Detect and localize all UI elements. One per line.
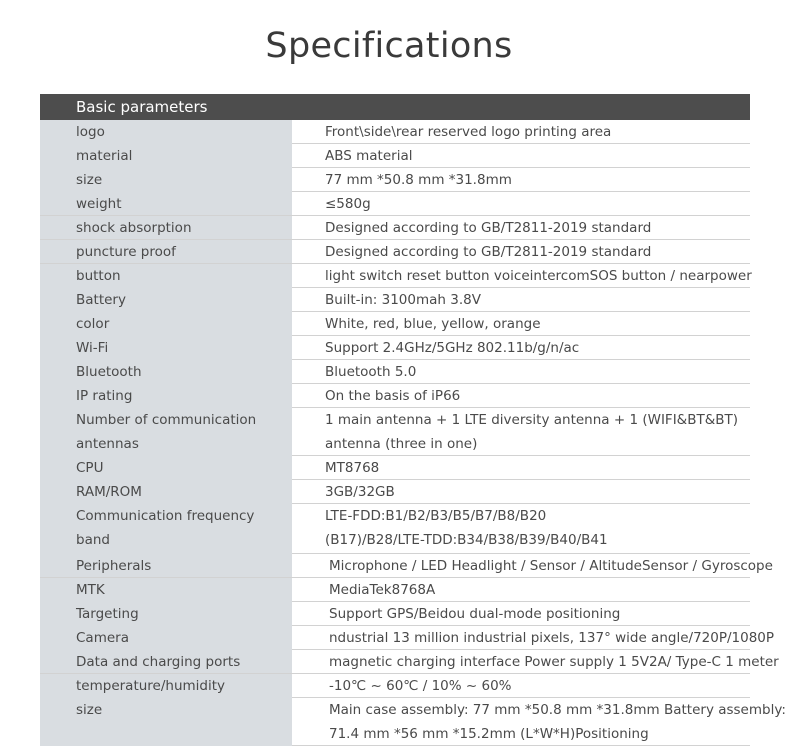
table-header: Basic parameters [40, 94, 750, 120]
table-row [40, 168, 750, 192]
row-value-text: -10℃ ~ 60℃ / 10% ~ 60% [329, 678, 512, 694]
row-value [292, 168, 750, 192]
row-value [292, 554, 773, 578]
row-label [40, 602, 292, 626]
row-label [40, 650, 292, 674]
row-value-text: White, red, blue, yellow, orange [325, 316, 541, 332]
row-label [40, 264, 292, 288]
row-value [292, 602, 750, 626]
row-label-text: Number of communication [76, 412, 257, 428]
row-value [292, 384, 750, 408]
row-label-text: Wi-Fi [76, 340, 109, 356]
row-value-text: (B17)/B28/LTE-TDD:B34/B38/B39/B40/B41 [325, 532, 608, 548]
row-value-text: magnetic charging interface Power supply 1 5V2A/ Type-C 1 meter [329, 654, 779, 670]
row-label [40, 578, 292, 602]
row-value-text: ≤580g [325, 196, 371, 212]
row-label-text: Camera [76, 630, 129, 646]
row-label-text: shock absorption [76, 220, 192, 236]
row-label-text: Data and charging ports [76, 654, 241, 670]
table-row [40, 120, 750, 144]
row-label-text: color [76, 316, 110, 332]
table-row [40, 602, 750, 626]
row-label [40, 192, 292, 216]
row-value [292, 120, 750, 144]
row-divider [292, 745, 750, 746]
row-value [292, 240, 750, 264]
table-row [40, 288, 750, 312]
row-label [40, 240, 292, 264]
row-value-text: 77 mm *50.8 mm *31.8mm [325, 172, 512, 188]
row-value [292, 336, 750, 360]
row-label [40, 312, 292, 336]
row-value [292, 626, 775, 650]
table-row [40, 650, 779, 674]
row-label [40, 480, 292, 504]
table-row [40, 144, 750, 168]
table-row [40, 698, 786, 746]
row-value [292, 650, 779, 674]
row-label-text: Battery [76, 292, 126, 308]
row-value [292, 312, 750, 336]
row-value [292, 674, 750, 698]
row-value-text: On the basis of iP66 [325, 388, 461, 404]
row-value-text: Microphone / LED Headlight / Sensor / AltitudeSensor / Gyroscope [329, 558, 773, 574]
row-value [292, 216, 750, 240]
row-value-text: ndustrial 13 million industrial pixels, 137° wide angle/720P/1080P [329, 630, 775, 646]
row-value-text: Designed according to GB/T2811-2019 standard [325, 244, 652, 260]
row-value-text: Front\side\rear reserved logo printing area [325, 124, 612, 140]
row-label-text: Peripherals [76, 558, 152, 574]
row-value-text: Main case assembly: 77 mm *50.8 mm *31.8mm Battery assembly: [329, 702, 786, 718]
row-label [40, 168, 292, 192]
row-value-text: Designed according to GB/T2811-2019 standard [325, 220, 652, 236]
row-label-text: Bluetooth [76, 364, 142, 380]
table-row [40, 216, 750, 240]
row-label-text: MTK [76, 582, 105, 598]
row-value-text: ABS material [325, 148, 413, 164]
row-label-text: logo [76, 124, 105, 140]
table-row [40, 192, 750, 216]
row-label-text: weight [76, 196, 122, 212]
row-value [292, 144, 750, 168]
row-label-text: size [76, 172, 103, 188]
row-label-text: size [76, 702, 103, 718]
table-row [40, 264, 750, 288]
row-label [40, 384, 292, 408]
row-value-text: Bluetooth 5.0 [325, 364, 417, 380]
table-row [40, 504, 750, 554]
row-value [292, 192, 750, 216]
table-row [40, 578, 750, 602]
row-label-text: material [76, 148, 133, 164]
row-label-text: band [76, 532, 110, 548]
row-label [40, 120, 292, 144]
table-body [40, 120, 786, 746]
row-label-text: antennas [76, 436, 139, 452]
row-label [40, 554, 292, 578]
row-label-text: RAM/ROM [76, 484, 142, 500]
row-value [292, 456, 750, 480]
spec-table [40, 94, 786, 746]
row-label-text: Communication frequency [76, 508, 255, 524]
row-label-text: CPU [76, 460, 104, 476]
page-title: Specifications [265, 26, 513, 66]
row-value-text: Built-in: 3100mah 3.8V [325, 292, 481, 308]
row-label [40, 144, 292, 168]
row-value [292, 264, 750, 288]
table-row [40, 312, 750, 336]
table-row [40, 674, 750, 698]
row-value-text: 3GB/32GB [325, 484, 395, 500]
row-label [40, 504, 292, 554]
row-value-text: Support 2.4GHz/5GHz 802.11b/g/n/ac [325, 340, 580, 356]
row-label-text: temperature/humidity [76, 678, 226, 694]
row-value-text: MediaTek8768A [329, 582, 436, 598]
table-row [40, 408, 750, 456]
row-value-text: light switch reset button voiceintercomSOS button / nearpower [325, 268, 752, 284]
row-label [40, 288, 292, 312]
row-value-text: antenna (three in one) [325, 436, 478, 452]
row-value [292, 288, 750, 312]
row-value [292, 698, 786, 746]
row-label [40, 626, 292, 650]
row-label-text: puncture proof [76, 244, 176, 260]
row-value-text: 71.4 mm *56 mm *15.2mm (L*W*H)Positioning [329, 726, 649, 742]
row-label [40, 456, 292, 480]
row-value [292, 504, 750, 554]
row-label-text: IP rating [76, 388, 133, 404]
table-row [40, 456, 750, 480]
table-row [40, 626, 775, 650]
row-label [40, 698, 292, 746]
row-value-text: Support GPS/Beidou dual-mode positioning [329, 606, 621, 622]
row-value [292, 578, 750, 602]
row-value [292, 480, 750, 504]
row-label [40, 408, 292, 456]
table-row [40, 480, 750, 504]
row-label [40, 360, 292, 384]
row-label [40, 674, 292, 698]
row-value [292, 408, 750, 456]
table-row [40, 336, 750, 360]
row-value-text: MT8768 [325, 460, 380, 476]
row-label-text: Targeting [76, 606, 139, 622]
row-label [40, 216, 292, 240]
row-value [292, 360, 750, 384]
row-value-text: LTE-FDD:B1/B2/B3/B5/B7/B8/B20 [325, 508, 547, 524]
row-label-text: button [76, 268, 121, 284]
table-row [40, 384, 750, 408]
row-label [40, 336, 292, 360]
table-row [40, 554, 773, 578]
table-row [40, 240, 750, 264]
row-value-text: 1 main antenna + 1 LTE diversity antenna + 1 (WIFI&BT&BT) [325, 412, 739, 428]
table-row [40, 360, 750, 384]
